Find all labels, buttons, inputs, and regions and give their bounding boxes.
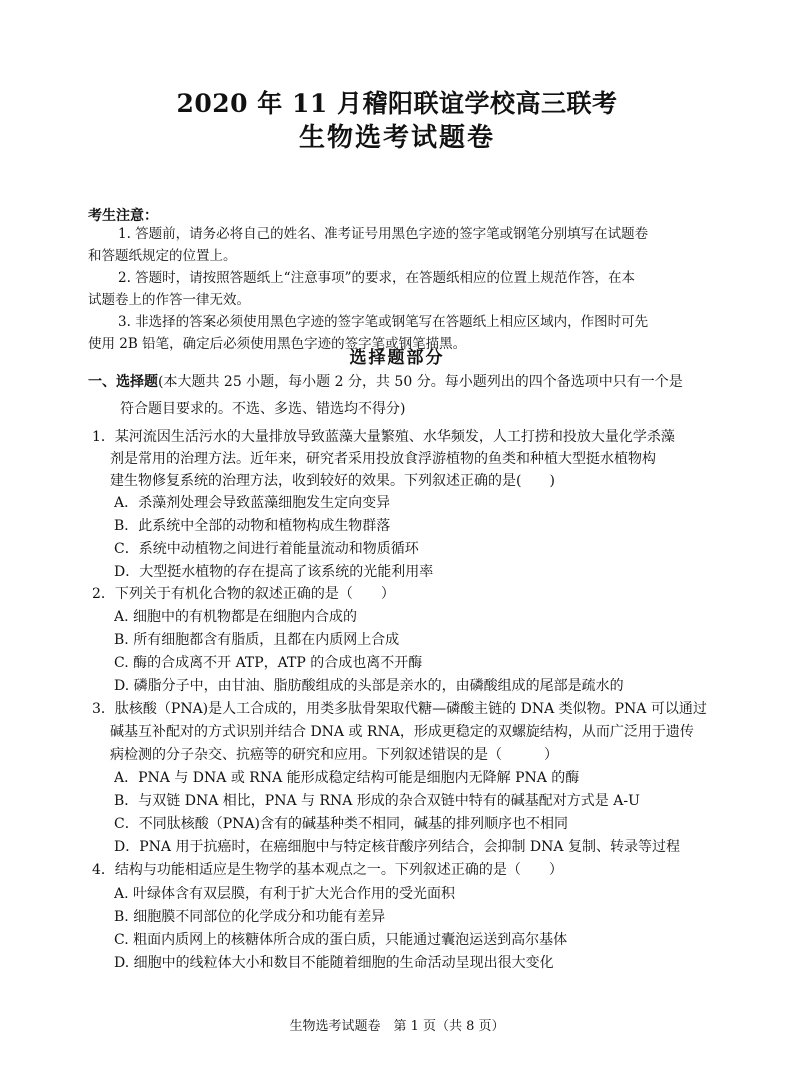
question-stem: 1．某河流因生活污水的大量排放导致蓝藻大量繁殖、水华频发，人工打捞和投放大量化学杀藻 — [92, 429, 675, 445]
part-heading-label: 一、选择题 — [88, 374, 158, 390]
option-b: B. 所有细胞都含有脂质，且都在内质网上合成 — [114, 632, 400, 648]
notice-line: 试题卷上的作答一律无效。 — [88, 292, 250, 308]
option-a: A．PNA 与 DNA 或 RNA 能形成稳定结构可能是细胞内无降解 PNA 的酶 — [114, 770, 580, 786]
notice-line: 和答题纸规定的位置上。 — [88, 248, 237, 264]
question-stem: 3．肽核酸（PNA)是人工合成的，用类多肽骨架取代糖—磷酸主链的 DNA 类似物。PNA 可以通过 — [92, 701, 707, 717]
question-stem: 建生物修复系统的治理方法，收到较好的效果。下列叙述正确的是( ) — [110, 473, 555, 489]
option-a: A．杀藻剂处理会导致蓝藻细胞发生定向变异 — [114, 495, 391, 511]
option-b: B. 细胞膜不同部位的化学成分和功能有差异 — [114, 909, 386, 925]
option-c: C. 酶的合成离不开 ATP，ATP 的合成也离不开酶 — [114, 655, 423, 671]
notice-line: 2. 答题时，请按照答题纸上“注意事项”的要求，在答题纸相应的位置上规范作答，在本 — [118, 270, 635, 286]
option-a: A. 叶绿体含有双层膜，有利于扩大光合作用的受光面积 — [114, 886, 456, 902]
notice-line: 1. 答题前，请务必将自己的姓名、准考证号用黑色字迹的签字笔或钢笔分别填写在试题卷 — [118, 226, 649, 242]
question-stem: 剂是常用的治理方法。近年来，研究者采用投放食浮游植物的鱼类和种植大型挺水植物构 — [110, 451, 656, 467]
section-title: 选择题部分 — [349, 348, 445, 368]
option-d: D．大型挺水植物的存在提高了该系统的光能利用率 — [114, 564, 434, 580]
option-d: D. 细胞中的线粒体大小和数目不能随着细胞的生命活动呈现出很大变化 — [114, 955, 554, 971]
part-heading-text: (本大题共 25 小题，每小题 2 分，共 50 分。每小题列出的四个备选项中只有一个是 — [158, 374, 683, 390]
option-b: B．与双链 DNA 相比，PNA 与 RNA 形成的杂合双链中特有的碱基配对方式是 A-U — [114, 793, 640, 809]
part-heading-line2: 符合题目要求的。不选、多选、错选均不得分) — [120, 401, 406, 417]
exam-subtitle: 生物选考试题卷 — [298, 123, 495, 153]
question-stem: 2．下列关于有机化合物的叙述正确的是（ ） — [92, 586, 395, 602]
exam-title: 2020 年 11 月稽阳联谊学校高三联考 — [176, 89, 618, 118]
question-stem: 病检测的分子杂交、抗癌等的研究和应用。下列叙述错误的是（ ） — [110, 747, 558, 763]
option-a: A. 细胞中的有机物都是在细胞内合成的 — [114, 609, 358, 625]
option-b: B．此系统中全部的动物和植物构成生物群落 — [114, 518, 391, 534]
notice-line: 使用 2B 铅笔，确定后必须使用黑色字迹的签字笔或钢笔描黑。 — [88, 336, 467, 352]
page-footer: 生物选考试题卷 第 1 页（共 8 页） — [289, 1019, 505, 1034]
option-d: D. 磷脂分子中，由甘油、脂肪酸组成的头部是亲水的，由磷酸组成的尾部是疏水的 — [114, 678, 624, 694]
notice-heading: 考生注意： — [88, 208, 158, 224]
question-stem: 4．结构与功能相适应是生物学的基本观点之一。下列叙述正确的是（ ） — [92, 862, 563, 878]
option-c: C．不同肽核酸（PNA)含有的碱基种类不相同，碱基的排列顺序也不相同 — [114, 816, 568, 832]
option-c: C. 粗面内质网上的核糖体所合成的蛋白质，只能通过囊泡运送到高尔基体 — [114, 932, 568, 948]
option-d: D．PNA 用于抗癌时，在癌细胞中与特定核苷酸序列结合，会抑制 DNA 复制、转录等过程 — [114, 839, 680, 855]
notice-line: 3. 非选择的答案必须使用黑色字迹的签字笔或钢笔写在答题纸上相应区域内，作图时可先 — [118, 314, 649, 330]
question-stem: 碱基互补配对的方式识别并结合 DNA 或 RNA，形成更稳定的双螺旋结构，从而广泛用于遗传 — [110, 724, 694, 740]
part-heading — [88, 372, 708, 392]
option-c: C．系统中动植物之间进行着能量流动和物质循环 — [114, 541, 419, 557]
